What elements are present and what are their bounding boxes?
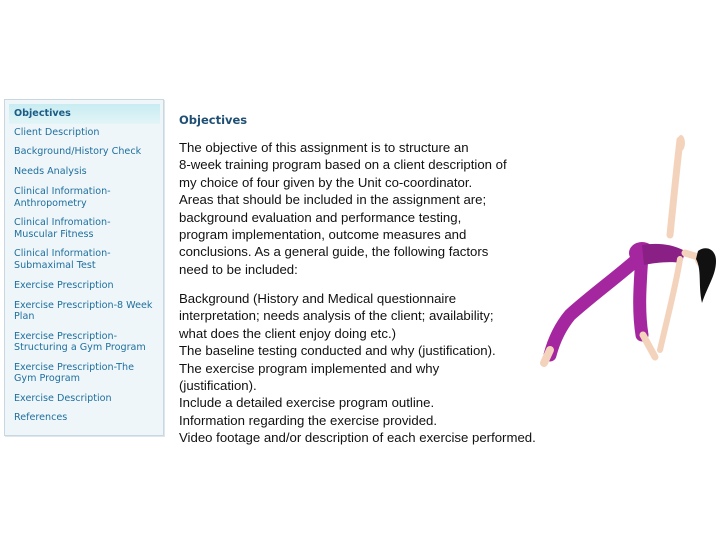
text-line: 8-week training program based on a client description of: [179, 157, 507, 173]
sidebar-item-label: Exercise Prescription-The: [14, 361, 134, 373]
sidebar-item-the-gym-program[interactable]: [9, 362, 160, 385]
sidebar-item-8-week-plan[interactable]: [9, 300, 160, 323]
sidebar-item-label: Exercise Prescription-: [14, 330, 118, 342]
requirements-list: [179, 290, 536, 447]
sidebar-item-label: Plan: [14, 311, 35, 322]
text-line: what does the client enjoy doing etc.): [179, 325, 396, 341]
text-line: need to be included:: [179, 261, 298, 277]
sidebar-item-label: Anthropometry: [14, 197, 87, 209]
sidebar-item-label: Gym Program: [14, 373, 80, 384]
objective-paragraph: [179, 139, 507, 278]
sidebar-item-exercise-description[interactable]: Exercise Description: [14, 392, 112, 404]
sidebar-item-submaximal-test[interactable]: [9, 248, 160, 271]
sidebar-item-references[interactable]: References: [14, 412, 68, 423]
sidebar-item-label: Submaximal Test: [14, 259, 96, 271]
sidebar-nav: [4, 99, 164, 436]
text-line: Background (History and Medical questionnaire: [179, 291, 457, 306]
text-line: Areas that should be included in the assignment are;: [179, 192, 487, 208]
sidebar-list: [9, 104, 160, 435]
text-line: program implementation, outcome measures and: [179, 227, 467, 243]
text-line: background evaluation and performance testing,: [179, 209, 462, 225]
sidebar-item-label: Clinical Infromation-: [14, 217, 111, 228]
sidebar-item-muscular-fitness[interactable]: [9, 217, 160, 240]
page-title: Objectives: [179, 113, 248, 127]
sidebar-item-label: Clinical Information-: [14, 186, 111, 197]
text-line: The exercise program implemented and why: [179, 360, 440, 376]
sidebar-item-client-description[interactable]: Client Description: [14, 126, 100, 138]
sidebar-item-structuring-gym-program[interactable]: [9, 331, 160, 354]
sidebar-item-label: Exercise Prescription-8 Week: [14, 299, 153, 311]
text-line: conclusions. As a general guide, the following factors: [179, 244, 489, 260]
text-line: (justification).: [179, 378, 257, 394]
sidebar-item-anthropometry[interactable]: [9, 186, 160, 209]
text-line: Information regarding the exercise provided.: [179, 412, 438, 428]
sidebar-item-background-history-check[interactable]: Background/History Check: [14, 146, 142, 157]
text-line: my choice of four given by the Unit co-coordinator.: [179, 174, 473, 190]
sidebar-item-label: Muscular Fitness: [14, 228, 94, 240]
text-line: Include a detailed exercise program outline.: [179, 395, 435, 411]
yoga-triangle-pose-figure-icon: [530, 135, 720, 375]
sidebar-item-label: Clinical Information-: [14, 248, 111, 259]
text-line: Video footage and/or description of each exercise performed.: [179, 430, 536, 446]
sidebar-item-exercise-prescription[interactable]: Exercise Prescription: [14, 280, 114, 291]
text-line: The objective of this assignment is to structure an: [179, 140, 469, 155]
sidebar-item-label: Structuring a Gym Program: [14, 342, 146, 353]
text-line: interpretation; needs analysis of the client; availability;: [179, 308, 494, 324]
text-line: The baseline testing conducted and why (justification).: [179, 343, 496, 359]
sidebar-item-needs-analysis[interactable]: Needs Analysis: [14, 165, 87, 177]
sidebar-item-objectives[interactable]: Objectives: [9, 104, 160, 124]
